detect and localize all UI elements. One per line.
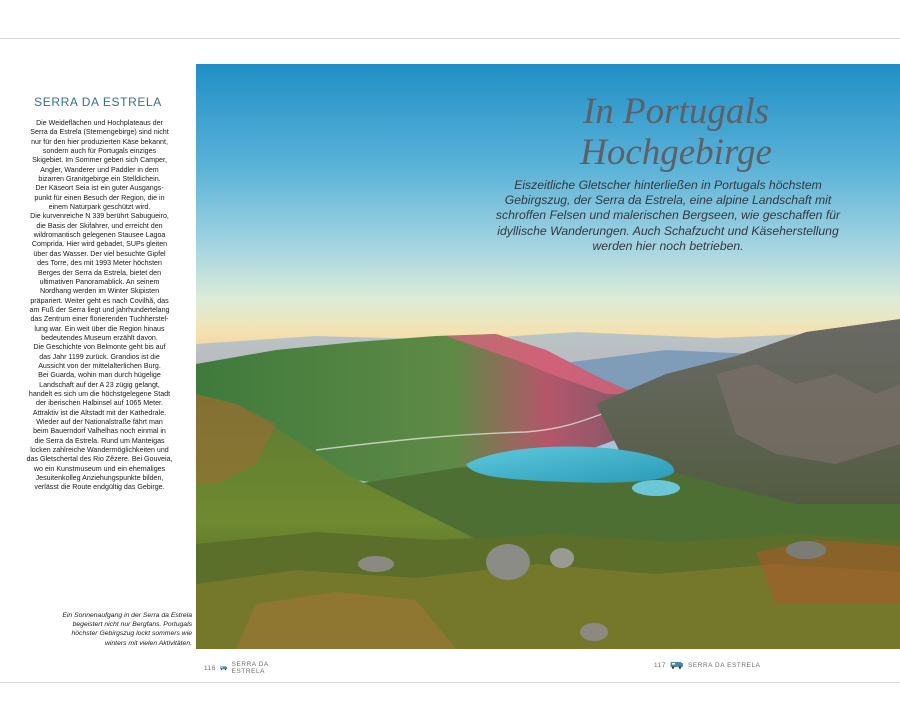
sidebar-text-line: locken zahlreiche Wandermöglichkeiten und [30, 446, 169, 455]
sidebar-text-line: Comprida. Hier wird gebadet, SUPs gleiten [31, 240, 168, 249]
sidebar-text-line: Der Käseort Seia ist ein guter Ausgangs- [35, 184, 164, 193]
caption-line: höchster Gebirgszug lockt sommers wie [71, 630, 192, 638]
mountain-lake-sunrise-image [196, 64, 900, 649]
folio-right [654, 661, 760, 669]
sidebar-text-line: Die Weideflächen und Hochplateaus der [36, 119, 163, 127]
sidebar-text-line: handelt es sich um die höchstgelegene Stadt [28, 389, 171, 398]
sidebar-body-text [12, 119, 187, 493]
caption-line: Ein Sonnenaufgang in der Serra da Estrela [62, 612, 192, 619]
left-text-column [0, 39, 269, 682]
sidebar-text-line: das Zentrum einer florierenden Tuchherstel- [30, 315, 169, 324]
sidebar-text-line: lung war. Ein weit über die Region hinaus [34, 324, 165, 333]
sidebar-text-line: sondern auch für Portugals einziges [42, 147, 157, 156]
book-spread [0, 38, 900, 683]
camper-van-icon [220, 664, 228, 672]
sidebar-text-line: über das Wasser. Der viel besuchte Gipfel [33, 249, 166, 258]
sidebar-text-line: Berges der Serra da Estrela, bietet den [37, 268, 162, 277]
sidebar-text-line: Die kurvenreiche N 339 berührt Sabugueiro, [30, 212, 169, 221]
sidebar-text-line: nur für den hier produzierten Käse bekannt, [31, 137, 168, 146]
photo-caption [8, 611, 192, 648]
sidebar-text-line: Wieder auf der Nationalstraße fährt man [36, 418, 163, 426]
sidebar-text-line: das Jahr 1199 zurück. Grandios ist die [39, 352, 160, 361]
teaser-line: idyllische Wanderungen. Auch Schafzucht und Käseherstellung [497, 223, 839, 238]
teaser-line: werden hier noch betrieben. [592, 238, 744, 253]
sidebar-text-line: verlässt die Route endgültig das Gebirge. [34, 483, 165, 492]
sidebar-text-line: bedeutendes Museum erzählt davon. [41, 333, 158, 342]
camper-van-icon [670, 661, 684, 669]
sidebar-text-line: das Gletschertal des Rio Zêzere. Bei Gouveia, [26, 455, 173, 464]
sidebar-text-line: Jesuitenkolleg Anziehungspunkte bilden, [35, 474, 164, 483]
sidebar-text-line: am Fuß der Serra liegt und jahrhundertelang [29, 305, 170, 314]
sidebar-text-line: Nordhang werden im Winter Skipisten [39, 287, 160, 296]
caption-line: begeistert nicht nur Bergfans. Portugals [72, 621, 192, 629]
page-headline [566, 91, 786, 173]
sidebar-text-line: wo ein Kunstmuseum und ein ehemaliges [33, 464, 166, 473]
sidebar-text-line: Landschaft auf der A 23 zügig gelangt, [39, 380, 160, 389]
sidebar-text-line: wildromantisch gelegenen Stausee Lagoa [33, 231, 166, 240]
headline-line-1: In Portugals [582, 91, 770, 132]
page-number-left: 116 [204, 664, 216, 672]
teaser-line: Eiszeitliche Gletscher hinterließen in Portugals höchstem [514, 178, 822, 192]
sidebar-text-line: Aussicht von der mittelalterlichen Burg. [38, 361, 161, 370]
sidebar-text-line: die Serra da Estrela. Rund um Manteigas [34, 436, 165, 445]
sidebar-text-line: Attraktiv ist die Altstadt mit der Kathedrale. [32, 408, 167, 417]
sidebar-text-line: Die Geschichte von Belmonte geht bis auf [33, 343, 166, 352]
section-label-right: SERRA DA ESTRELA [688, 661, 761, 669]
page-number-right: 117 [654, 661, 666, 669]
sidebar-text-line: ultimativen Panoramablick. An seinem [39, 277, 160, 286]
teaser-line: Gebirgszug, der Serra da Estrela, eine alpine Landschaft mit [504, 193, 832, 208]
intro-teaser [480, 178, 856, 254]
landscape-photo [196, 64, 900, 649]
caption-line: winters mit vielen Aktivitäten. [104, 639, 192, 647]
sidebar-text-line: Serra da Estrela (Sternengebirge) sind nicht [30, 128, 169, 137]
sidebar-text-line: bizarren Granitgebirge ein Stelldichein. [38, 175, 161, 184]
sidebar-text-line: des Torre, des mit 1993 Meter höchsten [37, 259, 162, 268]
sidebar-text-line: punkt für einen Besuch der Region, die in [34, 193, 165, 202]
sidebar-heading: SERRA DA ESTRELA [34, 95, 162, 109]
sidebar-text-line: Bei Guarda, wohin man durch hügelige [38, 371, 161, 380]
sidebar-text-line: der iberischen Halbinsel auf 1065 Meter. [36, 399, 163, 408]
sidebar-text-line: einem Naturpark geschützt wird. [48, 203, 151, 212]
headline-line-2: Hochgebirge [580, 132, 772, 173]
teaser-line: schroffen Felsen und malerischen Bergseen, wie geschaffen für [495, 208, 841, 223]
sidebar-text-line: die Basis der Skifahrer, und erreicht den [36, 221, 163, 230]
sidebar-text-line: präpariert. Weiter geht es nach Covilhã, das [30, 296, 169, 305]
sidebar-text-line: beim Bauerndorf Valhelhas noch einmal in [33, 427, 166, 436]
sidebar-text-line: Skigebiet. Im Sommer geben sich Camper, [32, 156, 167, 165]
sidebar-text-line: Angler, Wanderer und Paddler in dem [40, 165, 159, 174]
folio-left [204, 661, 271, 675]
section-label-left: SERRA DA ESTRELA [231, 661, 269, 675]
